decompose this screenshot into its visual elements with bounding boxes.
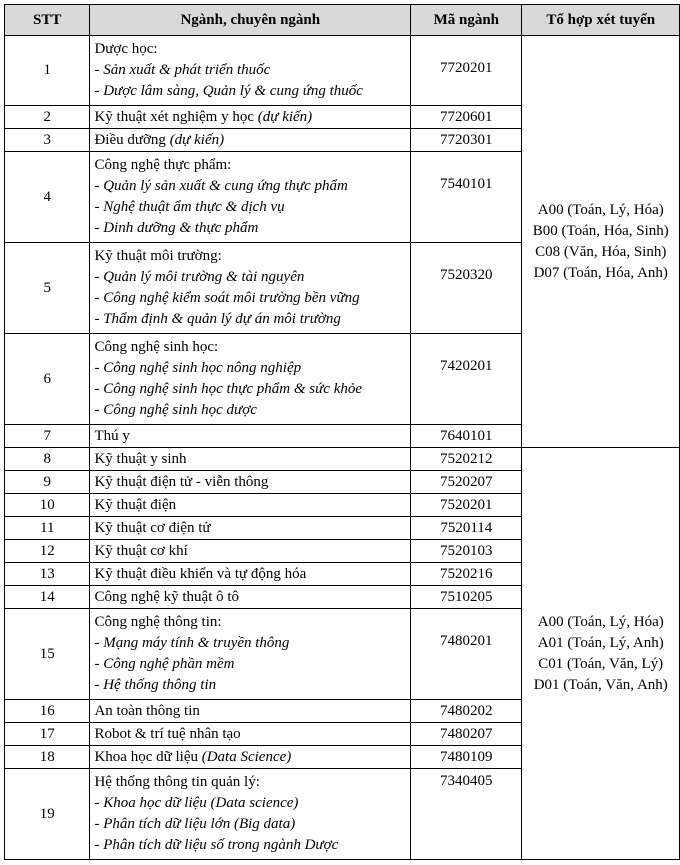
major-name: Kỹ thuật cơ điện tử — [94, 519, 211, 536]
combo-item: A00 (Toán, Lý, Hóa) — [537, 201, 664, 218]
cell-code: 7520207 — [411, 471, 522, 494]
cell-major — [90, 517, 411, 540]
major-name: Kỹ thuật điện tử - viễn thông — [94, 473, 269, 490]
cell-major — [90, 129, 411, 152]
major-name: Kỹ thuật điện — [94, 496, 177, 513]
major-note: (dự kiến) — [257, 108, 313, 125]
cell-stt: 18 — [5, 746, 90, 769]
cell-major — [90, 334, 411, 425]
combo-item: C08 (Văn, Hóa, Sinh) — [535, 243, 667, 260]
cell-stt: 9 — [5, 471, 90, 494]
cell-major — [90, 700, 411, 723]
cell-stt: 15 — [5, 609, 90, 700]
major-name: An toàn thông tin — [94, 702, 200, 719]
cell-major — [90, 494, 411, 517]
cell-code: 7510205 — [411, 586, 522, 609]
cell-stt: 16 — [5, 700, 90, 723]
table-row — [5, 448, 680, 471]
specialization-item: - Công nghệ phần mềm — [94, 656, 235, 672]
cell-code: 7480201 — [411, 609, 522, 700]
cell-major — [90, 36, 411, 106]
cell-code: 7480109 — [411, 746, 522, 769]
major-name: Điều dưỡng — [94, 131, 166, 148]
cell-stt: 19 — [5, 769, 90, 860]
major-name: Kỹ thuật xét nghiệm y học — [94, 108, 255, 125]
header-row — [5, 5, 680, 36]
major-name: Công nghệ kỹ thuật ô tô — [94, 588, 240, 605]
cell-major — [90, 563, 411, 586]
cell-code: 7520320 — [411, 243, 522, 334]
cell-major — [90, 723, 411, 746]
header-combo: Tổ hợp xét tuyển — [522, 5, 680, 36]
cell-stt: 11 — [5, 517, 90, 540]
specialization-item: - Công nghệ sinh học dược — [94, 402, 257, 418]
cell-major — [90, 769, 411, 860]
major-name: Kỹ thuật y sinh — [94, 450, 187, 467]
cell-code: 7420201 — [411, 334, 522, 425]
cell-code: 7520201 — [411, 494, 522, 517]
cell-stt: 2 — [5, 106, 90, 129]
major-note: (dự kiến) — [169, 131, 225, 148]
specialization-item: - Công nghệ kiểm soát môi trường bền vững — [94, 290, 360, 306]
cell-code: 7640101 — [411, 425, 522, 448]
cell-major — [90, 448, 411, 471]
cell-stt: 3 — [5, 129, 90, 152]
cell-combo-group2 — [522, 448, 680, 860]
specialization-item: - Sản xuất & phát triển thuốc — [94, 62, 271, 78]
cell-stt: 17 — [5, 723, 90, 746]
major-note: (Data Science) — [201, 748, 292, 765]
specialization-item: - Nghệ thuật ẩm thực & dịch vụ — [94, 199, 285, 215]
cell-code: 7720601 — [411, 106, 522, 129]
cell-code: 7720201 — [411, 36, 522, 106]
cell-major — [90, 586, 411, 609]
cell-code: 7720301 — [411, 129, 522, 152]
cell-code: 7520103 — [411, 540, 522, 563]
table-body — [5, 36, 680, 860]
cell-code: 7480207 — [411, 723, 522, 746]
cell-code: 7540101 — [411, 152, 522, 243]
major-name: Thú y — [94, 427, 130, 444]
cell-stt: 7 — [5, 425, 90, 448]
specialization-item: - Công nghệ sinh học thực phẩm & sức khỏe — [94, 381, 363, 397]
combo-item: D01 (Toán, Văn, Anh) — [533, 676, 668, 693]
combo-item: A01 (Toán, Lý, Anh) — [537, 634, 664, 651]
specialization-item: - Quản lý môi trường & tài nguyên — [94, 269, 305, 285]
major-name: Dược học: — [94, 41, 158, 57]
cell-stt: 6 — [5, 334, 90, 425]
header-code: Mã ngành — [411, 5, 522, 36]
cell-stt: 5 — [5, 243, 90, 334]
cell-major — [90, 425, 411, 448]
cell-major — [90, 746, 411, 769]
cell-code: 7520212 — [411, 448, 522, 471]
combo-item: C01 (Toán, Văn, Lý) — [538, 655, 664, 672]
cell-code: 7480202 — [411, 700, 522, 723]
cell-major — [90, 471, 411, 494]
specialization-item: - Công nghệ sinh học nông nghiệp — [94, 360, 302, 376]
specialization-item: - Khoa học dữ liệu (Data science) — [94, 795, 299, 811]
combo-item: A00 (Toán, Lý, Hóa) — [537, 613, 664, 630]
cell-code: 7340405 — [411, 769, 522, 860]
cell-stt: 14 — [5, 586, 90, 609]
table-row — [5, 36, 680, 106]
major-name: Công nghệ thực phẩm: — [94, 157, 232, 173]
major-name: Kỹ thuật điều khiển và tự động hóa — [94, 565, 307, 582]
cell-major — [90, 243, 411, 334]
cell-code: 7520216 — [411, 563, 522, 586]
specialization-item: - Thẩm định & quản lý dự án môi trường — [94, 311, 341, 327]
admission-table — [4, 4, 680, 860]
cell-stt: 4 — [5, 152, 90, 243]
specialization-item: - Mạng máy tính & truyền thông — [94, 635, 290, 651]
cell-major — [90, 152, 411, 243]
major-name: Kỹ thuật cơ khí — [94, 542, 188, 559]
cell-stt: 13 — [5, 563, 90, 586]
major-name: Công nghệ sinh học: — [94, 339, 219, 355]
header-stt: STT — [5, 5, 90, 36]
cell-major — [90, 609, 411, 700]
cell-stt: 8 — [5, 448, 90, 471]
cell-combo-group1 — [522, 36, 680, 448]
specialization-item: - Quản lý sản xuất & cung ứng thực phẩm — [94, 178, 348, 194]
major-name: Hệ thống thông tin quản lý: — [94, 774, 260, 790]
cell-major — [90, 540, 411, 563]
header-major: Ngành, chuyên ngành — [90, 5, 411, 36]
combo-item: B00 (Toán, Hóa, Sinh) — [532, 222, 669, 239]
specialization-item: - Dược lâm sàng, Quản lý & cung ứng thuốc — [94, 83, 363, 99]
specialization-item: - Phân tích dữ liệu lớn (Big data) — [94, 816, 296, 832]
major-name: Công nghệ thông tin: — [94, 614, 222, 630]
cell-stt: 12 — [5, 540, 90, 563]
combo-item: D07 (Toán, Hóa, Anh) — [533, 264, 668, 281]
major-name: Robot & trí tuệ nhân tạo — [94, 725, 241, 742]
major-name: Kỹ thuật môi trường: — [94, 248, 222, 264]
specialization-item: - Hệ thống thông tin — [94, 677, 217, 693]
cell-stt: 10 — [5, 494, 90, 517]
specialization-item: - Dinh dưỡng & thực phẩm — [94, 220, 259, 236]
cell-major — [90, 106, 411, 129]
major-name: Khoa học dữ liệu — [94, 748, 198, 765]
cell-code: 7520114 — [411, 517, 522, 540]
cell-stt: 1 — [5, 36, 90, 106]
specialization-item: - Phân tích dữ liệu số trong ngành Dược — [94, 837, 339, 853]
